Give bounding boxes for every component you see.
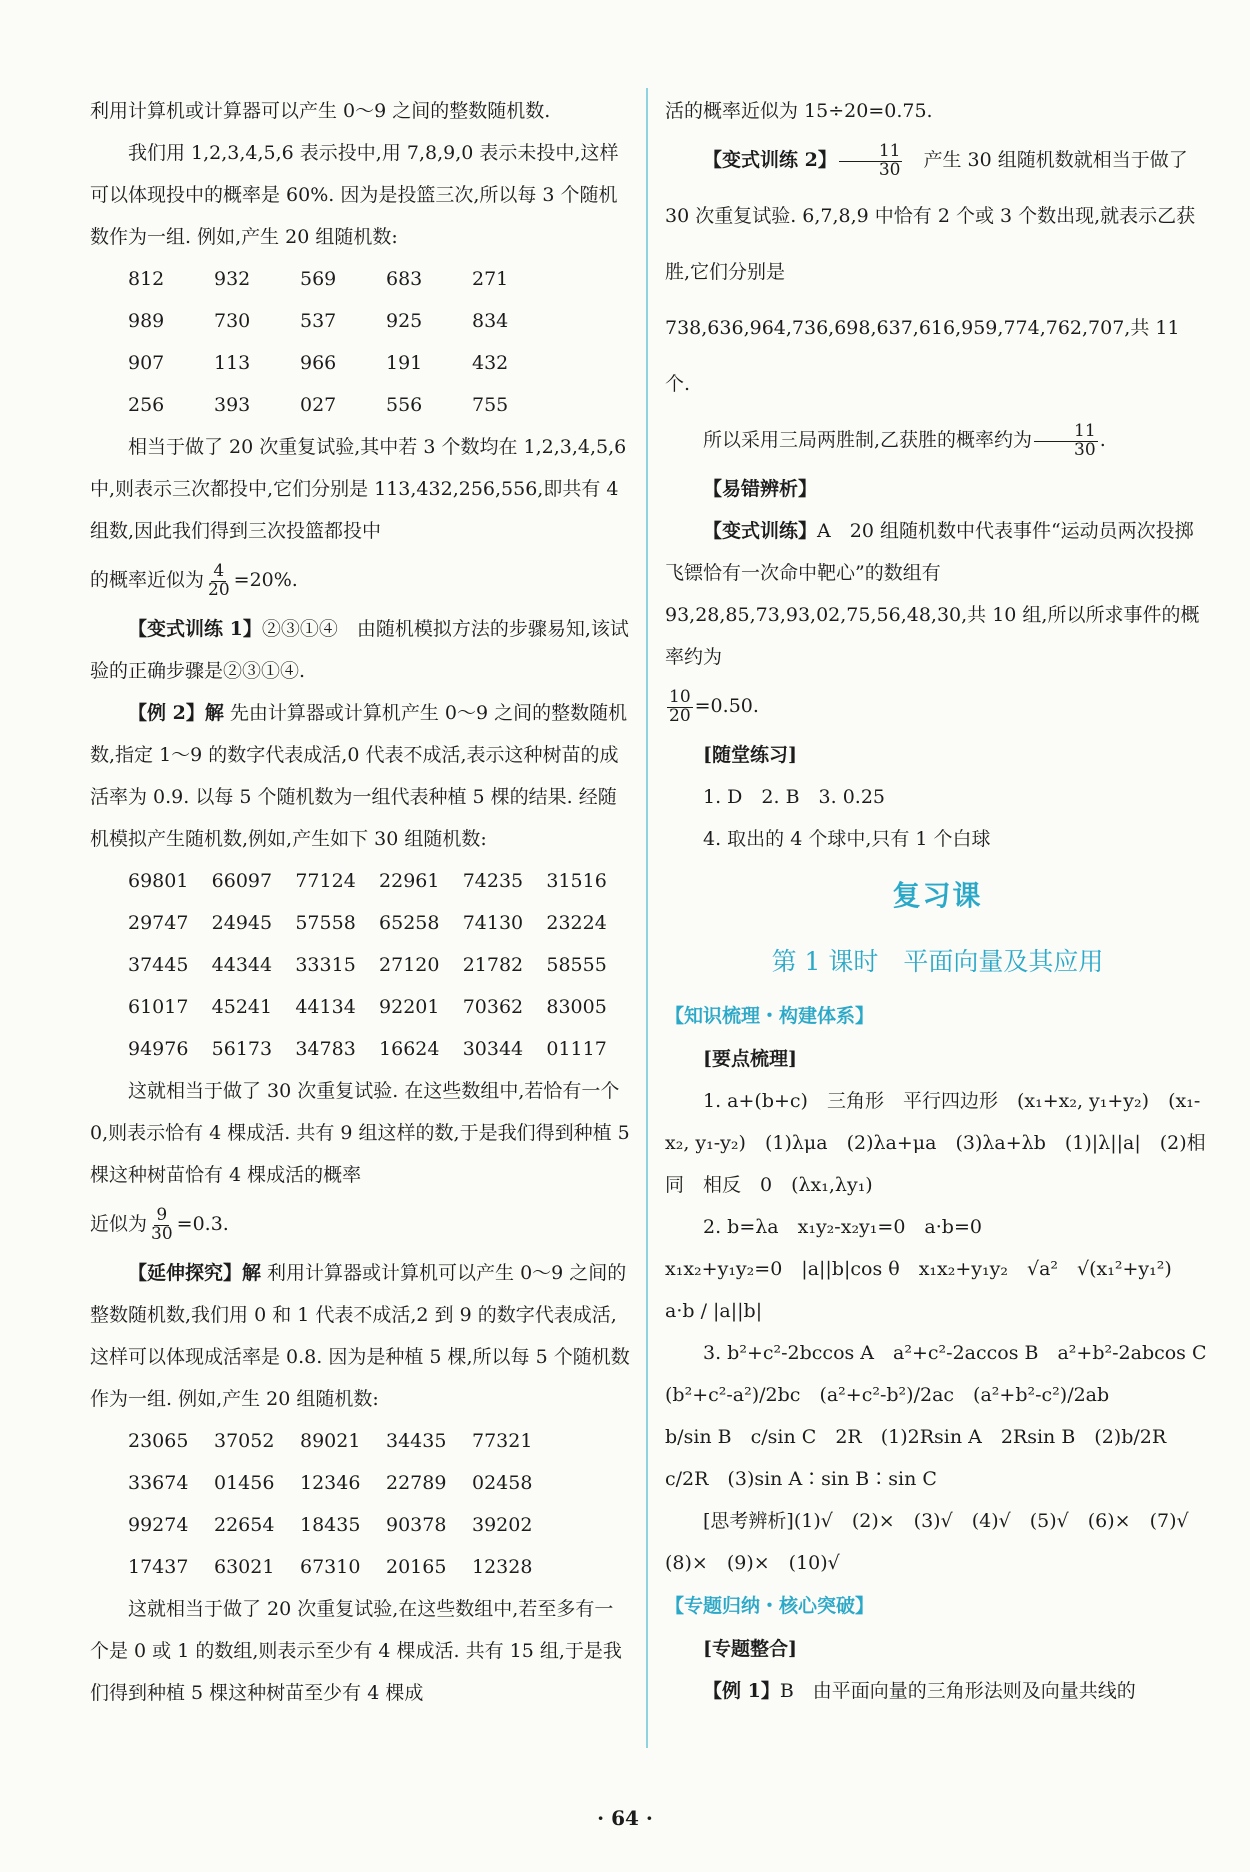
paragraph: 我们用 1,2,3,4,5,6 表示投中,用 7,8,9,0 表示未投中,这样可以体现投中的概率是 60%. 因为是投篮三次,所以每 3 个随机数作为一组. 例如,产生 20 组随机数: — [90, 142, 619, 248]
table-row — [128, 1462, 630, 1504]
table-cell: 01456 — [214, 1472, 275, 1494]
table-cell: 989 — [128, 310, 165, 332]
table-cell: 432 — [472, 352, 509, 374]
table-cell: 37445 — [128, 954, 189, 976]
table-cell: 22961 — [379, 870, 440, 892]
table-cell: 834 — [472, 310, 509, 332]
table-cell: 932 — [214, 268, 251, 290]
paragraph: [思考辨析](1)√ (2)× (3)√ (4)√ (5)√ (6)× (7)√ (8)× (9)× (10)√ — [665, 1510, 1208, 1574]
section-label: [随堂练习] — [703, 744, 797, 766]
table-cell: 966 — [300, 352, 337, 374]
table-cell: 89021 — [300, 1430, 361, 1452]
section-label: [专题整合] — [703, 1638, 797, 1660]
table-cell: 77321 — [472, 1430, 533, 1452]
right-column — [665, 90, 1226, 1712]
paragraph: 近似为 $\frac{9}{30}$ =0.3. — [90, 1204, 229, 1244]
table-cell: 69801 — [128, 870, 189, 892]
table-cell: 70362 — [462, 996, 524, 1018]
table-row — [128, 1420, 630, 1462]
table-cell: 30344 — [462, 1038, 524, 1060]
table-row — [128, 1504, 630, 1546]
table-row — [128, 860, 630, 902]
paragraph: 利用计算机或计算器可以产生 0～9 之间的整数随机数. — [90, 100, 551, 122]
column-divider — [646, 88, 648, 1748]
page-number: · 64 · — [597, 1806, 653, 1830]
table-cell: 256 — [128, 394, 165, 416]
table-cell: 44344 — [211, 954, 273, 976]
table-cell: 12328 — [472, 1556, 533, 1578]
table-cell: 22654 — [214, 1514, 275, 1536]
table-row — [128, 258, 630, 300]
paragraph: 的概率近似为 $\frac{4}{20}$ =20%. — [90, 560, 298, 600]
table-cell: 77124 — [295, 870, 356, 892]
table-cell: 94976 — [128, 1038, 189, 1060]
table-row — [128, 1028, 630, 1070]
table-cell: 66097 — [211, 870, 273, 892]
table-cell: 74235 — [462, 870, 524, 892]
table-cell: 27120 — [379, 954, 440, 976]
table-cell: 755 — [472, 394, 509, 416]
table-cell: 57558 — [295, 912, 356, 934]
table-cell: 191 — [386, 352, 423, 374]
table-cell: 24945 — [211, 912, 273, 934]
table-cell: 99274 — [128, 1514, 189, 1536]
table-cell: 21782 — [462, 954, 524, 976]
answers: 4. 取出的 4 个球中,只有 1 个白球 — [703, 828, 991, 850]
paragraph: 1. a+(b+c) 三角形 平行四边形 (x₁+x₂, y₁+y₂) (x₁-x₂, y₁-y₂) (1)λμa (2)λa+μa (3)λa+λb (1)|λ||a| (2)相同 相反 0 (λx₁,λy₁) — [665, 1090, 1206, 1196]
table-cell: 16624 — [379, 1038, 440, 1060]
table-cell: 925 — [386, 310, 423, 332]
table-cell: 44134 — [295, 996, 356, 1018]
table-cell: 556 — [386, 394, 423, 416]
table-row — [128, 342, 630, 384]
random-number-table-2 — [90, 860, 630, 1070]
paragraph: 相当于做了 20 次重复试验,其中若 3 个数均在 1,2,3,4,5,6 中,则表示三次都投中,它们分别是 113,432,256,556,即共有 4 组数,因此我们得到三次投篮都投中 — [90, 436, 627, 542]
table-cell: 22789 — [386, 1472, 447, 1494]
section-heading: 【专题归纳・核心突破】 — [665, 1595, 875, 1617]
table-cell: 17437 — [128, 1556, 189, 1578]
paragraph: 【例 1】B 由平面向量的三角形法则及向量共线的 — [703, 1680, 1136, 1702]
random-number-table-3 — [90, 1420, 630, 1588]
table-row — [128, 902, 630, 944]
paragraph: 这就相当于做了 20 次重复试验,在这些数组中,若至多有一个是 0 或 1 的数组,则表示至少有 4 棵成活. 共有 15 组,于是我们得到种植 5 棵这种树苗至少有 4 棵成 — [90, 1598, 622, 1704]
table-cell: 18435 — [300, 1514, 361, 1536]
table-cell: 23224 — [546, 912, 607, 934]
paragraph: 3. b²+c²-2bccos A a²+c²-2accos B a²+b²-2abcos C (b²+c²-a²)/2bc (a²+c²-b²)/2ac (a²+b²-c²)/2ab — [665, 1342, 1226, 1406]
paragraph: 【变式训练】A 20 组随机数中代表事件“运动员两次投掷飞镖恰有一次命中靶心”的数组有 93,28,85,73,93,02,75,56,48,30,共 10 组,所以所求事件的概率约为 — [665, 520, 1200, 668]
table-row — [128, 986, 630, 1028]
paragraph: 【例 2】解 先由计算器或计算机产生 0～9 之间的整数随机数,指定 1～9 的数字代表成活,0 代表不成活,表示这种树苗的成活率为 0.9. 以每 5 个随机数为一组代表种植 5 棵的结果. 经随机模拟产生随机数,例如,产生如下 30 组随机数: — [90, 702, 628, 850]
table-cell: 37052 — [214, 1430, 275, 1452]
table-cell: 61017 — [128, 996, 189, 1018]
table-cell: 58555 — [546, 954, 607, 976]
table-cell: 907 — [128, 352, 165, 374]
table-cell: 113 — [214, 352, 251, 374]
table-cell: 83005 — [546, 996, 607, 1018]
paragraph: $\frac{10}{20}$ =0.50. — [669, 686, 759, 726]
table-cell: 33674 — [128, 1472, 189, 1494]
lesson-title: 第 1 课时 平面向量及其应用 — [771, 947, 1104, 976]
table-cell: 63021 — [214, 1556, 275, 1578]
table-cell: 12346 — [300, 1472, 361, 1494]
paragraph: 【变式训练 1】②③①④ 由随机模拟方法的步骤易知,该试验的正确步骤是②③①④. — [90, 618, 629, 682]
paragraph: 活的概率近似为 15÷20=0.75. — [665, 100, 933, 122]
section-heading: 【知识梳理・构建体系】 — [665, 1005, 875, 1027]
table-cell: 45241 — [211, 996, 273, 1018]
paragraph: 【延伸探究】解 利用计算器或计算机可以产生 0～9 之间的整数随机数,我们用 0 和 1 代表不成活,2 到 9 的数字代表成活,这样可以体现成活率是 0.8. 因为是种植 5 棵,所以每 5 个随机数作为一组. 例如,产生 20 组随机数: — [90, 1262, 630, 1410]
table-cell: 31516 — [546, 870, 607, 892]
section-label: 【易错辨析】 — [703, 478, 818, 500]
table-cell: 65258 — [379, 912, 440, 934]
table-cell: 90378 — [386, 1514, 447, 1536]
table-row — [128, 384, 630, 426]
answers: 1. D 2. B 3. 0.25 — [703, 786, 886, 808]
table-cell: 027 — [300, 394, 337, 416]
table-cell: 56173 — [211, 1038, 273, 1060]
table-cell: 393 — [214, 394, 251, 416]
table-row — [128, 1546, 630, 1588]
table-cell: 537 — [300, 310, 337, 332]
table-cell: 01117 — [546, 1038, 607, 1060]
table-cell: 730 — [214, 310, 251, 332]
table-cell: 23065 — [128, 1430, 189, 1452]
left-column — [90, 90, 630, 1714]
table-cell: 569 — [300, 268, 337, 290]
table-cell: 67310 — [300, 1556, 361, 1578]
table-cell: 34783 — [295, 1038, 356, 1060]
section-label: [要点梳理] — [703, 1048, 797, 1070]
chapter-title: 复习课 — [892, 879, 983, 912]
paragraph: 这就相当于做了 30 次重复试验. 在这些数组中,若恰有一个 0,则表示恰有 4 棵成活. 共有 9 组这样的数,于是我们得到种植 5 棵这种树苗恰有 4 棵成活的概率 — [90, 1080, 630, 1186]
paragraph: 2. b=λa x₁y₂-x₂y₁=0 a·b=0 x₁x₂+y₁y₂=0 |a||b|cos θ x₁x₂+y₁y₂ √a² √(x₁²+y₁²) a·b / |a||b| — [665, 1216, 1191, 1322]
table-cell: 683 — [386, 268, 423, 290]
table-cell: 39202 — [472, 1514, 533, 1536]
paragraph: b/sin B c/sin C 2R (1)2Rsin A 2Rsin B (2)b/2R c/2R (3)sin A∶sin B∶sin C — [665, 1426, 1186, 1490]
table-cell: 74130 — [462, 912, 524, 934]
table-row — [128, 300, 630, 342]
paragraph: 【变式训练 2】 $\frac{11}{30}$ 产生 30 组随机数就相当于做了 30 次重复试验. 6,7,8,9 中恰有 2 个或 3 个数出现,就表示乙获胜,它们分别是 738,636,964,736,698,637,616,959,774,762,707,共 11 个. — [665, 140, 1196, 395]
table-cell: 34435 — [386, 1430, 447, 1452]
table-cell: 02458 — [472, 1472, 533, 1494]
random-number-table-1 — [90, 258, 630, 426]
table-cell: 29747 — [128, 912, 189, 934]
table-cell: 271 — [472, 268, 509, 290]
table-cell: 33315 — [295, 954, 356, 976]
table-cell: 92201 — [379, 996, 440, 1018]
paragraph: 所以采用三局两胜制,乙获胜的概率约为 $\frac{11}{30}$ . — [703, 420, 1106, 460]
table-row — [128, 944, 630, 986]
table-cell: 20165 — [386, 1556, 447, 1578]
table-cell: 812 — [128, 268, 165, 290]
